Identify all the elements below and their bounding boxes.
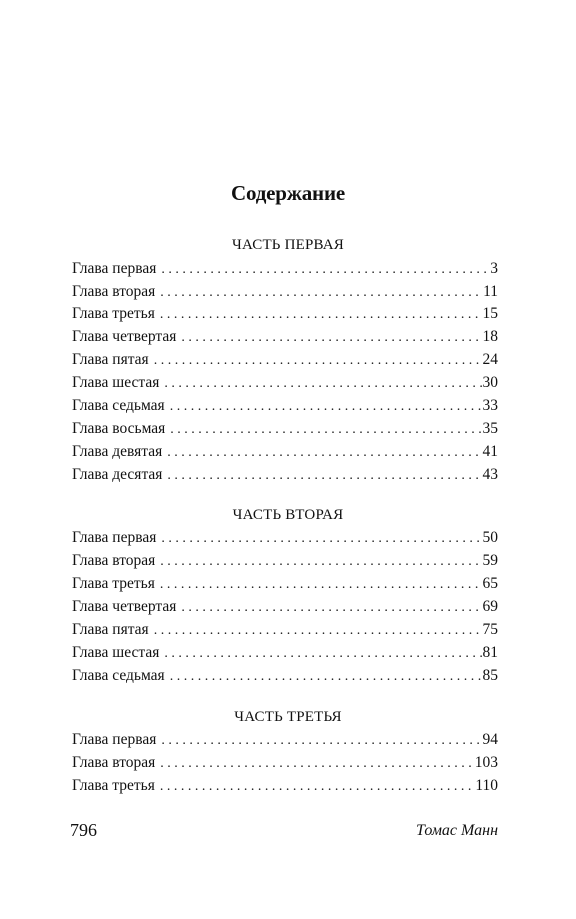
dot-leader	[160, 307, 482, 323]
dot-leader	[161, 262, 489, 278]
page-number: 35	[482, 420, 498, 437]
dot-leader	[164, 646, 481, 662]
dot-leader	[160, 285, 482, 301]
page-number: 3	[490, 260, 498, 277]
part-heading-1: ЧАСТЬ ПЕРВАЯ	[232, 237, 344, 253]
chapter-title: Глава седьмая	[72, 667, 165, 684]
dot-leader	[154, 623, 482, 639]
page-number: 43	[482, 466, 498, 483]
dot-leader	[164, 376, 481, 392]
toc-entry	[72, 731, 498, 753]
dot-leader	[167, 445, 481, 461]
page-number: 110	[475, 777, 498, 794]
dot-leader	[181, 600, 481, 616]
dot-leader	[181, 330, 481, 346]
chapter-title: Глава первая	[72, 731, 157, 748]
dot-leader	[170, 399, 482, 415]
chapter-title: Глава пятая	[72, 351, 149, 368]
toc-entry	[72, 351, 498, 373]
page-number: 24	[482, 351, 498, 368]
toc-entry	[72, 777, 498, 799]
page-number: 103	[474, 754, 498, 771]
chapter-title: Глава шестая	[72, 374, 160, 391]
page-title: Содержание	[231, 181, 345, 205]
toc-entry	[72, 754, 498, 776]
page-number: 50	[482, 529, 498, 546]
chapter-title: Глава восьмая	[72, 420, 166, 437]
toc-entry	[72, 667, 498, 689]
page-number: 94	[482, 731, 498, 748]
page-number: 65	[482, 575, 498, 592]
dot-leader	[170, 669, 482, 685]
chapter-title: Глава пятая	[72, 621, 149, 638]
toc-entry	[72, 374, 498, 396]
part-heading-3: ЧАСТЬ ТРЕТЬЯ	[234, 709, 342, 725]
dot-leader	[160, 577, 482, 593]
toc-entry	[72, 644, 498, 666]
chapter-title: Глава вторая	[72, 552, 156, 569]
toc-entry	[72, 575, 498, 597]
chapter-title: Глава третья	[72, 575, 155, 592]
chapter-title: Глава шестая	[72, 644, 160, 661]
page-number: 11	[483, 283, 498, 300]
dot-leader	[160, 554, 481, 570]
chapter-title: Глава вторая	[72, 754, 156, 771]
toc-entry	[72, 328, 498, 350]
toc-entry	[72, 260, 498, 282]
page-number: 30	[482, 374, 498, 391]
footer-page-number: 796	[70, 820, 97, 840]
toc-entry	[72, 420, 498, 442]
toc-entry	[72, 283, 498, 305]
page-number: 75	[482, 621, 498, 638]
toc-entry	[72, 443, 498, 465]
toc-entry	[72, 466, 498, 488]
toc-entry	[72, 552, 498, 574]
toc-entry	[72, 598, 498, 620]
part-heading-2: ЧАСТЬ ВТОРАЯ	[232, 507, 344, 523]
dot-leader	[161, 733, 481, 749]
chapter-title: Глава третья	[72, 305, 155, 322]
page-number: 85	[482, 667, 498, 684]
footer-author: Томас Манн	[416, 822, 498, 839]
toc-entry	[72, 529, 498, 551]
dot-leader	[154, 353, 482, 369]
dot-leader	[170, 422, 481, 438]
toc-entry	[72, 397, 498, 419]
dot-leader	[160, 779, 474, 795]
dot-leader	[167, 468, 481, 484]
dot-leader	[161, 531, 481, 547]
chapter-title: Глава четвертая	[72, 598, 177, 615]
chapter-title: Глава девятая	[72, 443, 163, 460]
page-number: 69	[482, 598, 498, 615]
toc-entry	[72, 305, 498, 327]
page-number: 18	[482, 328, 498, 345]
chapter-title: Глава третья	[72, 777, 155, 794]
page-number: 41	[482, 443, 498, 460]
toc-entry	[72, 621, 498, 643]
chapter-title: Глава десятая	[72, 466, 163, 483]
page-number: 33	[482, 397, 498, 414]
page-number: 81	[482, 644, 498, 661]
chapter-title: Глава вторая	[72, 283, 156, 300]
dot-leader	[160, 756, 473, 772]
chapter-title: Глава первая	[72, 529, 157, 546]
page-number: 15	[482, 305, 498, 322]
page-number: 59	[482, 552, 498, 569]
chapter-title: Глава первая	[72, 260, 157, 277]
chapter-title: Глава четвертая	[72, 328, 177, 345]
chapter-title: Глава седьмая	[72, 397, 165, 414]
